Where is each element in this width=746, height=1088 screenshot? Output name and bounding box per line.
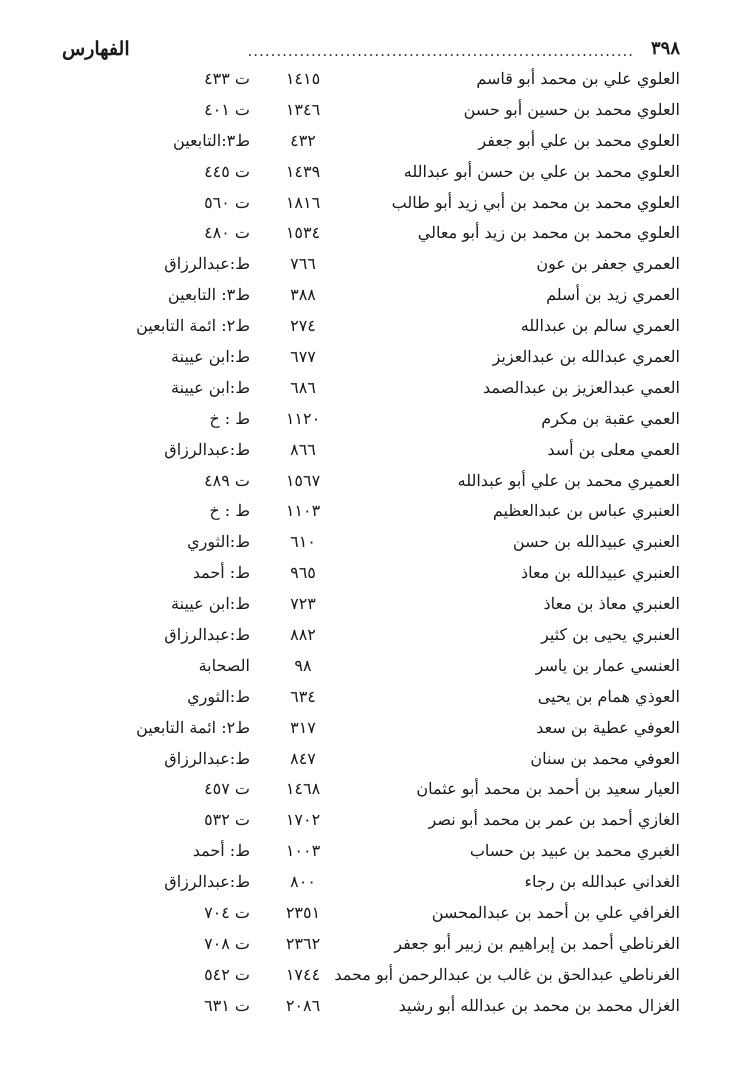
entry-number: ٢٠٨٦ <box>285 995 321 1015</box>
entry-ref: ط:عبدالرزاق <box>164 625 250 645</box>
entry-name: العنسي عمار بن ياسر <box>535 655 680 675</box>
entry-ref: ت ٤٤٥ <box>204 161 250 181</box>
entry-ref: ت ٥٤٢ <box>204 964 250 984</box>
entry-number: ١٧٠٢ <box>285 810 321 830</box>
entry-number: ١٤٣٩ <box>285 161 321 181</box>
index-row <box>0 342 746 373</box>
index-row <box>0 651 746 682</box>
entry-name: العمري عبدالله بن عبدالعزيز <box>492 347 680 367</box>
entry-name: العوفي محمد بن سنان <box>530 748 680 768</box>
entry-ref: ت ٦٣١ <box>204 995 250 1015</box>
entry-name: العلوي محمد بن حسين أبو حسن <box>463 99 680 119</box>
entry-name: العلوي محمد بن محمد بن زيد أبو معالي <box>417 223 680 243</box>
entry-number: ٩٦٥ <box>290 563 316 583</box>
index-row <box>0 960 746 991</box>
index-row <box>0 435 746 466</box>
entry-number: ١٠٠٣ <box>285 841 321 861</box>
entry-number: ١٨١٦ <box>285 192 321 212</box>
entry-ref: ط:عبدالرزاق <box>164 439 250 459</box>
index-row <box>0 805 746 836</box>
index-row <box>0 558 746 589</box>
entry-name: الغرافي علي بن أحمد بن عبدالمحسن <box>431 903 680 923</box>
entry-name: العمي عقبة بن مكرم <box>541 408 680 428</box>
section-title: الفهارس <box>62 38 130 60</box>
index-row <box>0 744 746 775</box>
entry-ref: ط٣:التابعين <box>173 130 250 150</box>
entry-ref: ت ٤٠١ <box>204 99 250 119</box>
index-row <box>0 527 746 558</box>
entry-name: العمي عبدالعزيز بن عبدالصمد <box>482 377 680 397</box>
entry-name: الغداني عبدالله بن رجاء <box>524 872 680 892</box>
entry-name: الغازي أحمد بن عمر بن محمد أبو نصر <box>428 810 680 830</box>
entry-ref: ط:ابن عيينة <box>171 347 250 367</box>
index-row <box>0 188 746 219</box>
entry-name: العلوي محمد بن علي بن حسن أبو عبدالله <box>403 161 680 181</box>
entry-number: ٨٨٢ <box>290 625 316 645</box>
entry-name: العلوي محمد بن محمد بن أبي زيد أبو طالب <box>391 192 680 212</box>
entry-ref: ط٢: ائمة التابعين <box>136 717 250 737</box>
entry-number: ١٥٦٧ <box>285 470 321 490</box>
entry-ref: ط:عبدالرزاق <box>164 254 250 274</box>
entry-ref: ت ٧٠٨ <box>204 933 250 953</box>
index-row <box>0 404 746 435</box>
entry-number: ٦٧٧ <box>290 347 316 367</box>
index-row <box>0 867 746 898</box>
entry-ref: ط : خ <box>209 501 250 521</box>
entry-ref: ط: أحمد <box>192 563 250 583</box>
index-row <box>0 929 746 960</box>
index-row <box>0 496 746 527</box>
entry-name: العنبري عباس بن عبدالعظيم <box>492 501 680 521</box>
entry-name: العمي معلى بن أسد <box>547 439 680 459</box>
entry-ref: ت ٤٥٧ <box>204 779 250 799</box>
entry-ref: ت ٤٨٠ <box>204 223 250 243</box>
entry-ref: الصحابة <box>198 655 250 675</box>
index-row <box>0 774 746 805</box>
entry-number: ٣٨٨ <box>290 285 316 305</box>
entry-ref: ط:الثوري <box>187 532 250 552</box>
entry-number: ٨٤٧ <box>290 748 316 768</box>
entry-number: ٦٣٤ <box>290 686 316 706</box>
entry-name: العمري جعفر بن عون <box>536 254 680 274</box>
entry-number: ٤٣٢ <box>290 130 316 150</box>
entry-ref: ت ٧٠٤ <box>204 903 250 923</box>
entry-name: العمري سالم بن عبدالله <box>520 316 680 336</box>
index-row <box>0 713 746 744</box>
entry-ref: ط:عبدالرزاق <box>164 872 250 892</box>
entry-number: ١١٠٣ <box>285 501 321 521</box>
entry-ref: ط:ابن عيينة <box>171 594 250 614</box>
entry-number: ٨٠٠ <box>290 872 316 892</box>
entry-number: ٧٢٣ <box>290 594 316 614</box>
dotted-leader: ................................................................... <box>247 42 634 60</box>
entry-name: العوفي عطية بن سعد <box>536 717 680 737</box>
entry-name: العميري محمد بن علي أبو عبدالله <box>457 470 680 490</box>
entry-name: العلوي علي بن محمد أبو قاسم <box>476 69 680 88</box>
entry-number: ١٤٦٨ <box>285 779 321 799</box>
entry-name: العنبري معاذ بن معاذ <box>543 594 680 614</box>
index-row <box>0 682 746 713</box>
index-row <box>0 898 746 929</box>
index-row <box>0 589 746 620</box>
entry-number: ١٤١٥ <box>285 69 321 88</box>
entry-name: الغبري محمد بن عبيد بن حساب <box>469 841 680 861</box>
entry-number: ١٥٣٤ <box>285 223 321 243</box>
entry-name: العوذي همام بن يحيى <box>537 686 680 706</box>
entry-name: العلوي محمد بن علي أبو جعفر <box>478 130 680 150</box>
index-row <box>0 620 746 651</box>
entry-ref: ط:ابن عيينة <box>171 377 250 397</box>
entry-number: ٢٣٥١ <box>285 903 321 923</box>
entry-name: العنبري يحيى بن كثير <box>541 625 680 645</box>
entry-name: الغزال محمد بن محمد بن عبدالله أبو رشيد <box>398 995 680 1015</box>
index-row <box>0 218 746 249</box>
entry-number: ١٧٤٤ <box>285 964 321 984</box>
index-row <box>0 64 746 95</box>
index-list <box>0 64 746 1022</box>
entry-name: العيار سعيد بن أحمد بن محمد أبو عثمان <box>416 779 680 799</box>
entry-number: ٣١٧ <box>290 717 316 737</box>
entry-number: ١٣٤٦ <box>285 99 321 119</box>
entry-number: ٦٨٦ <box>290 377 316 397</box>
entry-name: العمري زيد بن أسلم <box>546 285 680 305</box>
entry-ref: ط٣: التابعين <box>167 285 250 305</box>
index-row <box>0 466 746 497</box>
entry-name: العنبري عبيدالله بن حسن <box>512 532 680 552</box>
entry-ref: ط٢: ائمة التابعين <box>136 316 250 336</box>
entry-name: العنبري عبيدالله بن معاذ <box>520 563 680 583</box>
index-row <box>0 249 746 280</box>
index-row <box>0 836 746 867</box>
entry-ref: ط: أحمد <box>192 841 250 861</box>
entry-ref: ت ٤٨٩ <box>204 470 250 490</box>
entry-number: ٧٦٦ <box>290 254 316 274</box>
entry-name: الغرناطي أحمد بن إبراهيم بن زبير أبو جعفر <box>394 933 680 953</box>
entry-number: ١١٢٠ <box>285 408 321 428</box>
index-row <box>0 991 746 1022</box>
entry-name: الغرناطي عبدالحق بن غالب بن عبدالرحمن أبو محمد <box>334 964 680 984</box>
index-row <box>0 126 746 157</box>
index-row <box>0 157 746 188</box>
entry-ref: ت ٥٦٠ <box>204 192 250 212</box>
index-row <box>0 95 746 126</box>
index-row <box>0 373 746 404</box>
index-row <box>0 280 746 311</box>
entry-ref: ط : خ <box>209 408 250 428</box>
entry-ref: ط:الثوري <box>187 686 250 706</box>
entry-ref: ط:عبدالرزاق <box>164 748 250 768</box>
entry-ref: ت ٥٣٢ <box>204 810 250 830</box>
entry-number: ٩٨ <box>294 655 312 675</box>
index-row <box>0 311 746 342</box>
entry-number: ٨٦٦ <box>290 439 316 459</box>
entry-number: ٢٧٤ <box>290 316 316 336</box>
entry-number: ٢٣٦٢ <box>285 933 321 953</box>
entry-ref: ت ٤٣٣ <box>204 69 250 88</box>
entry-number: ٦١٠ <box>290 532 316 552</box>
page-number: ٣٩٨ <box>650 38 680 59</box>
